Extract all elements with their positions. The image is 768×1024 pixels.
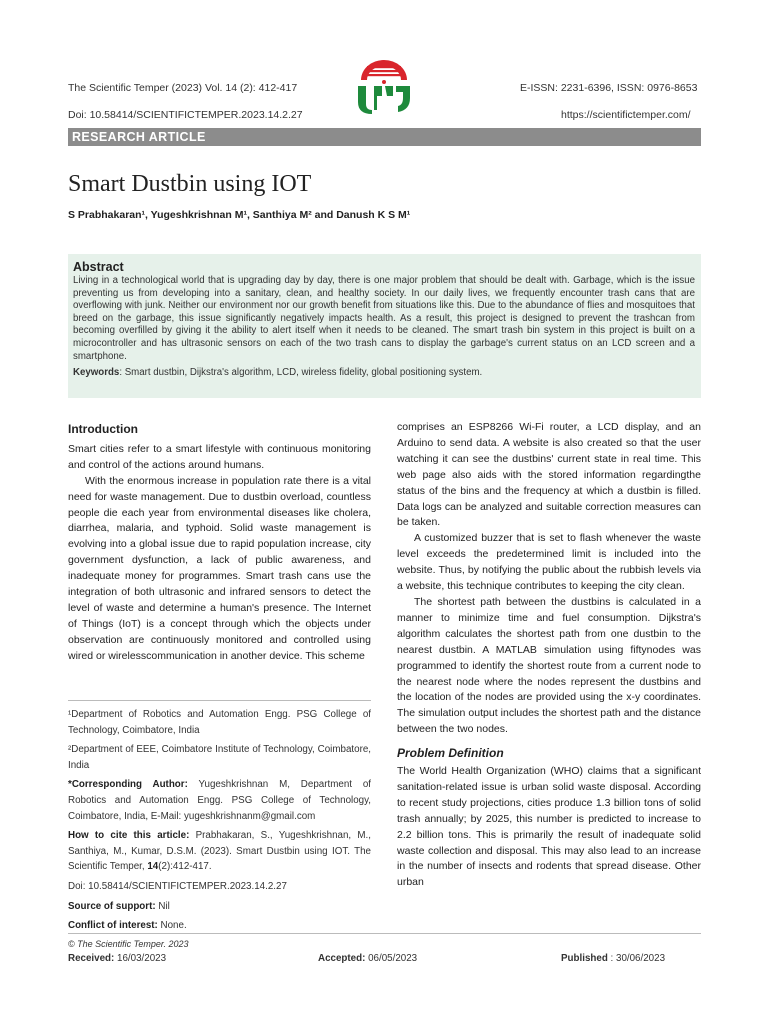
support-value: Nil [155,900,170,912]
problem-definition-heading: Problem Definition [397,746,504,761]
journal-logo-icon [353,58,415,116]
conflict-label: Conflict of interest: [68,920,158,932]
article-type-band [68,128,701,146]
journal-citation: The Scientific Temper (2023) Vol. 14 (2): 412-417 [68,82,298,94]
accepted-label: Accepted: [318,953,366,964]
author-list: S Prabhakaran¹, Yugeshkrishnan M¹, Santhiya M² and Danush K S M¹ [68,209,411,221]
corresponding-author-label: *Corresponding Author: [68,779,188,791]
received-value: 16/03/2023 [114,953,167,964]
conflict-of-interest [68,918,371,934]
published-date [561,953,665,964]
article-type-label: RESEARCH ARTICLE [72,130,206,144]
corresponding-author-text: Yugeshkrishnan M, Department of Robotics and Automation Engg. PSG College of Technology, Coimbatore, India, E-Mail: yugeshkrishnanm@gmail.com [68,779,372,822]
right-paragraph-1: comprises an ESP8266 Wi-Fi router, a LCD display, and an Arduino to send data. A website is also created so that the user watching it can see the dustbins' current state in real time. This web page also aids with the stored information regardingthe status of the bins and the frequency at which a dustbin is filled. Data logs can be analyzed and suitable correction measures can be taken. [397,421,701,529]
footnotes [68,707,371,938]
footnote-divider [68,700,371,701]
received-label: Received: [68,953,115,964]
paper-title: Smart Dustbin using IOT [68,171,312,197]
article-doi: Doi: 10.58414/SCIENTIFICTEMPER.2023.14.2.27 [68,109,303,121]
keywords-label: Keywords [73,367,120,379]
footnote-doi: Doi: 10.58414/SCIENTIFICTEMPER.2023.14.2.27 [68,880,287,892]
intro-paragraph-2: With the enormous increase in population rate there is a vital need for waste management. Due to dustbin overload, countless people die each year from environmental diseases like cholera, diarrhea, malaria, and typhoid. Solid waste management is evolving into a global issue due to rapid population increase, city government dysfunction, a lack of public awareness, and inadequate money for programmes. Smart trash cans use the integration of both ultrasonic and infrared sensors to detect the level of waste and determine a human's presence. The Internet of Things (IoT) is a concept through which the objects under observation are continuously monitored and controlled using wired or wirelesscommunication in another device. This scheme [68,474,371,662]
support-label: Source of support: [68,900,156,912]
abstract-heading: Abstract [73,260,124,274]
citation-text: Prabhakaran, S., Yugeshkrishnan, M., Santhiya, M., Kumar, D.S.M. (2023). Smart Dustbin using IOT. The Scientific Temper, [68,830,371,873]
footer-divider [68,933,701,934]
citation-label: How to cite this article: [68,830,190,842]
intro-paragraph-1: Smart cities refer to a smart lifestyle with continuous monitoring and control of the actions around humans. [68,442,371,471]
published-value: : 30/06/2023 [607,953,666,964]
problem-definition-paragraph: The World Health Organization (WHO) claims that a significant sanitation-related issue is urban solid waste disposal. According to recent study projections, cities produce 1.3 billion tons of solid trash annually; by 2025, this number is predicted to increase to 2.2 billion tons. This is primarily the result of inadequate solid waste collection and disposal. This may also lead to an increase in the number of insects and rodents that spread disease. Other urban [397,765,701,889]
introduction-heading: Introduction [68,422,138,436]
copyright: © The Scientific Temper. 2023 [68,939,189,949]
affiliation-2: ²Department of EEE, Coimbatore Institute of Technology, Coimbatore, India [68,744,371,771]
citation-pages: (2):412-417. [158,861,212,873]
left-column [68,422,371,665]
abstract-text: Living in a technological world that is upgrading day by day, there is one major problem that should be dealt with. Garbage, which is the issue preventing us from developing into a sanitary, clean, and healthy society. In our daily lives, we frequently encounter trash cans that are overflowing with junk. Neither our environment nor our growth benefit from situations like this. Due to the abundance of flies and mosquitoes that breed on the garbage, this issue significantly negatively impacts health. As a result, this project is designed to prevent the trashcan from becoming overfilled by giving it the ability to alert itself when it needs to be cleaned. The smart trash bin system in this project is built on a microcontroller and has ultrasonic sensors on each of the two trash cans to display the garbage's current status on an LCD screen and a smartphone. [73,275,695,362]
right-column [397,420,701,891]
journal-url[interactable]: https://scientifictemper.com/ [561,109,691,121]
conflict-value: None. [157,920,187,932]
issn-info: E-ISSN: 2231-6396, ISSN: 0976-8653 [520,82,698,94]
right-paragraph-2: A customized buzzer that is set to flash whenever the waste level exceeds the predetermined limit is included into the website. Thus, by notifying the public about the rubbish levels via a website, this technique contributes to keeping the city clean. [397,532,701,593]
right-paragraph-3: The shortest path between the dustbins is calculated in a manner to minimize time and fuel consumption. Dijkstra's algorithm calculates the shortest path from one dustbin to the nearest dustbin. A MATLAB simulation using fiftynodes was programmed to identify the shortest route from a current node to the nearest node where the nodes represent the dustbins and the location of the nodes are provided using the x-y coordinates. The simulation output includes the shortest path and the distance between the two nodes. [397,595,701,736]
keywords-text: : Smart dustbin, Dijkstra's algorithm, LCD, wireless fidelity, global positioning system. [119,367,483,379]
published-label: Published [561,953,608,964]
corresponding-author [68,777,371,824]
abstract-box [68,254,701,398]
received-date [68,953,166,964]
source-of-support [68,899,371,915]
accepted-date [318,953,417,964]
keywords-line [73,367,695,380]
accepted-value: 06/05/2023 [365,953,418,964]
citation-note [68,828,371,875]
affiliation-1: ¹Department of Robotics and Automation Engg. PSG College of Technology, Coimbatore, India [68,709,371,736]
citation-volume: 14 [147,861,159,873]
